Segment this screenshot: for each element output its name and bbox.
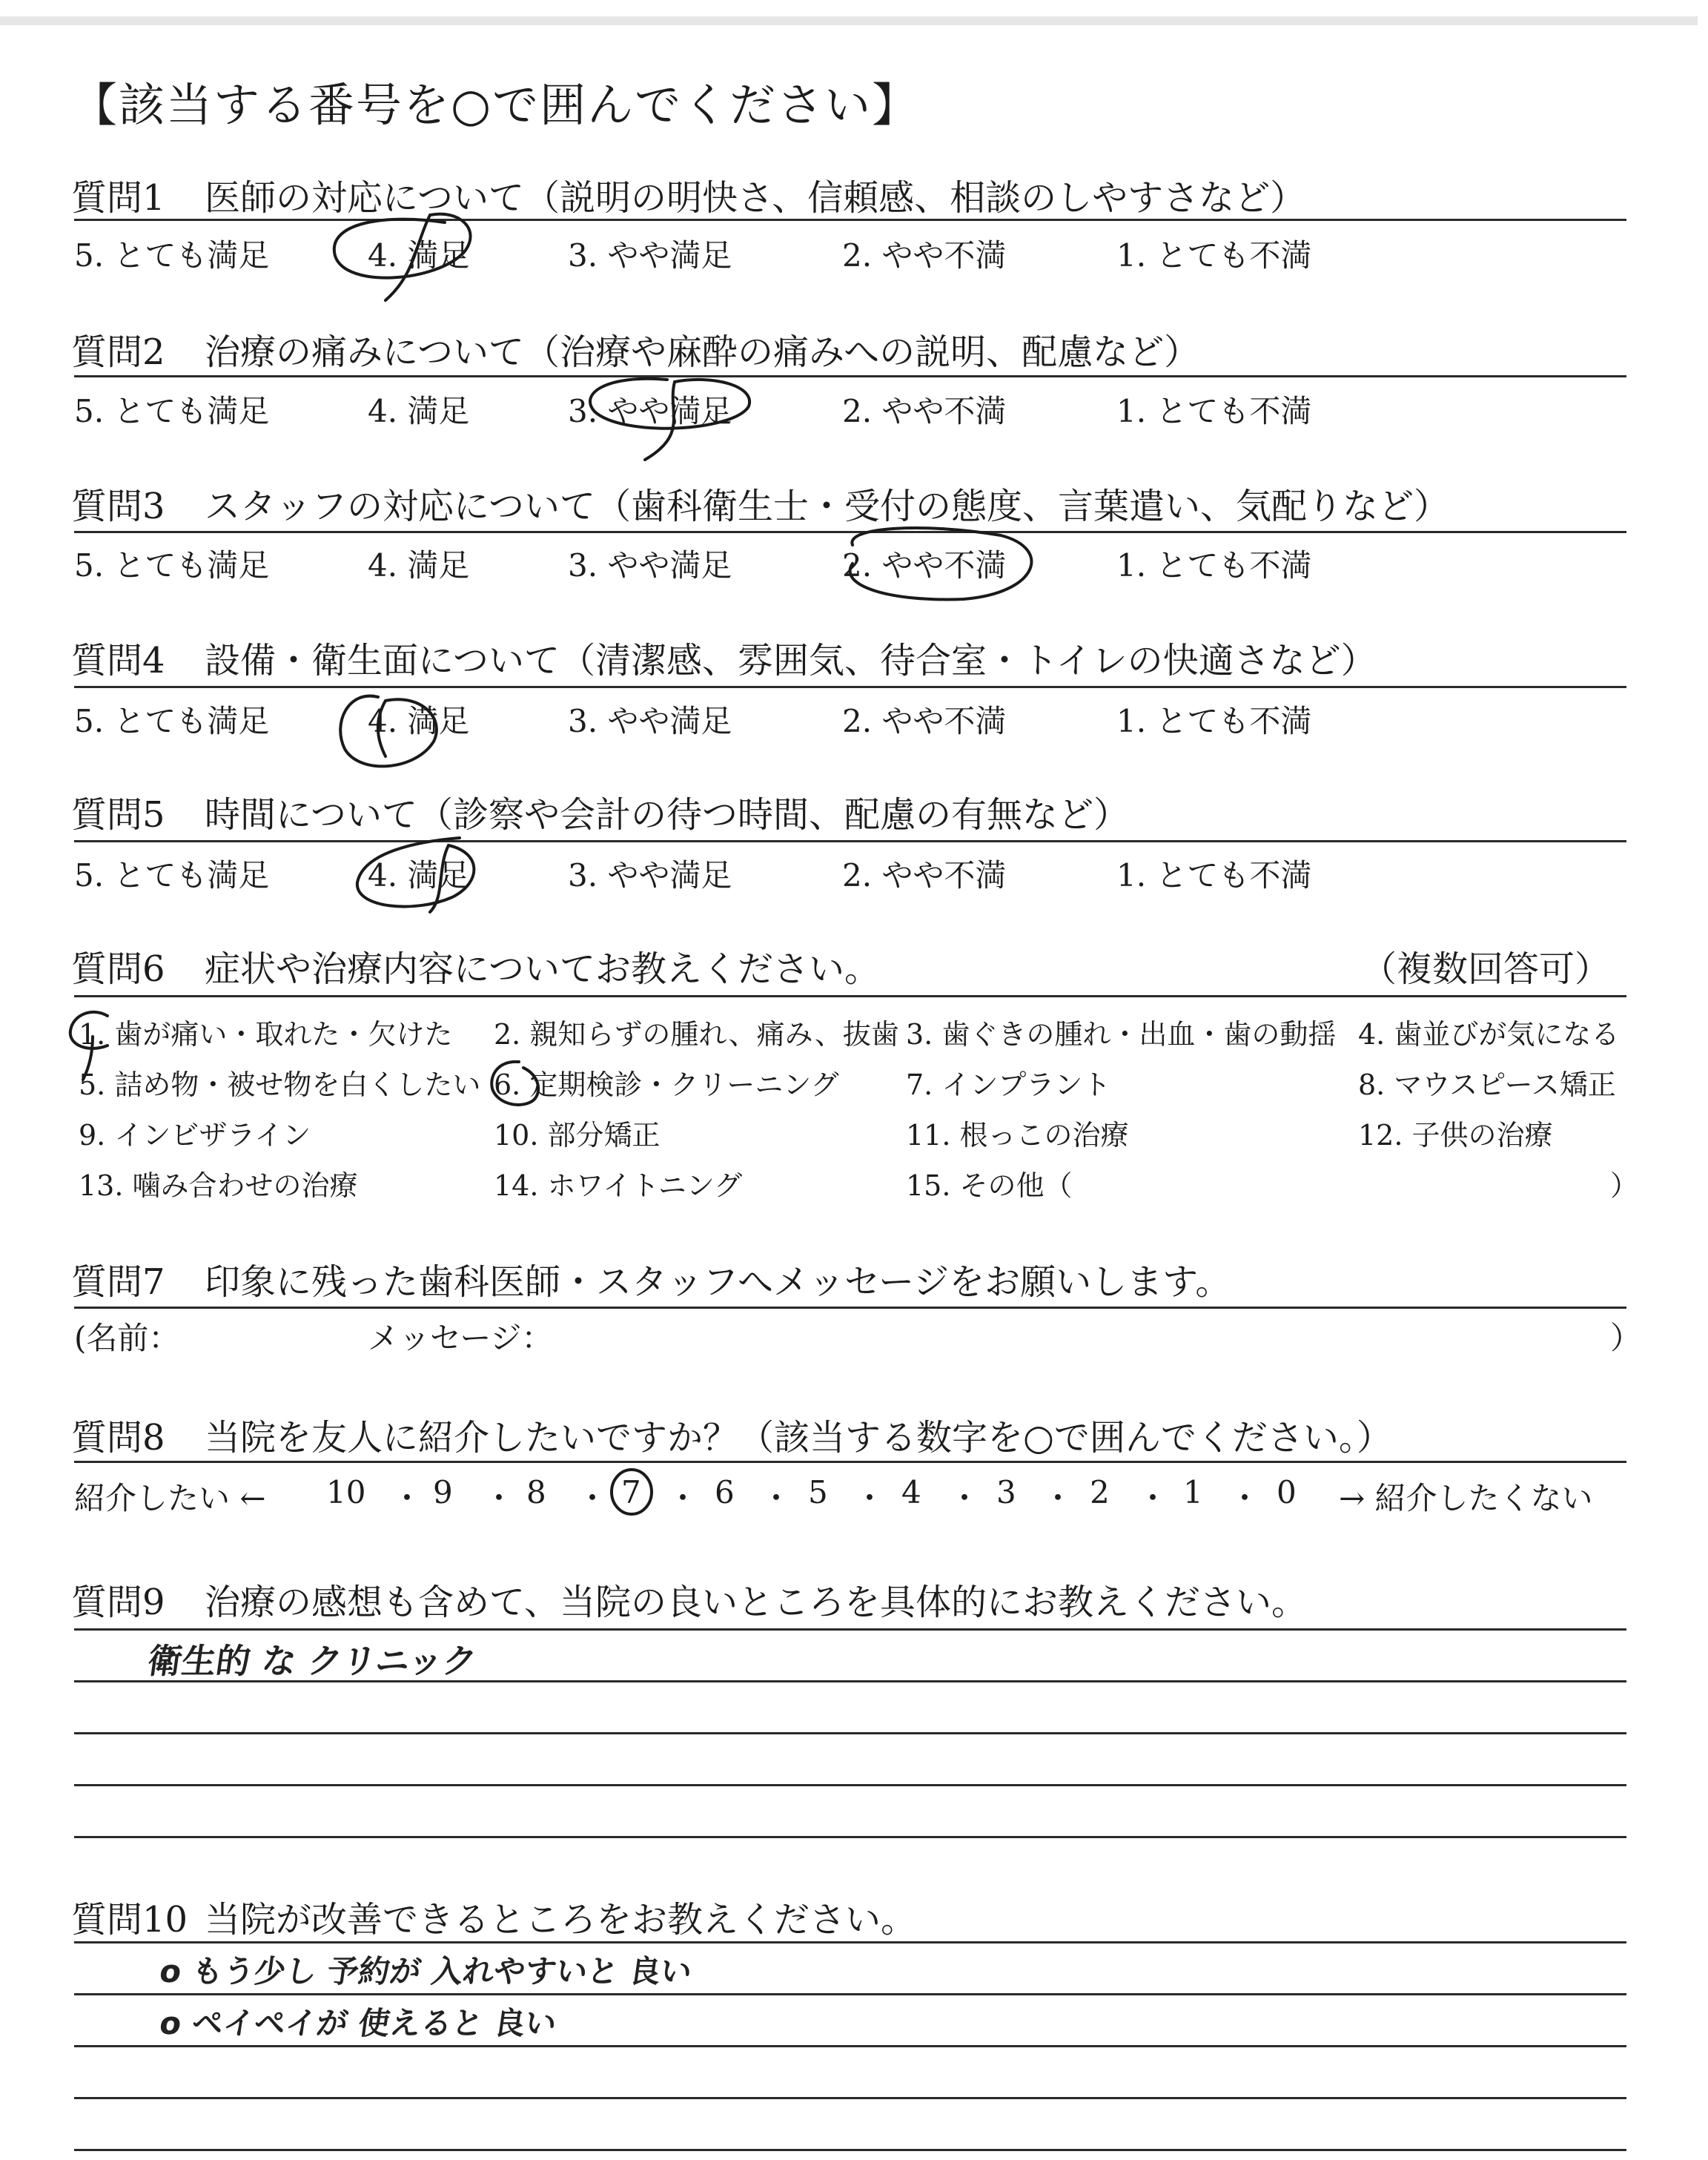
q8-value-8[interactable]: 8 — [526, 1474, 546, 1510]
question-6-heading — [71, 940, 880, 991]
q5-option-3[interactable]: 3. やや満足 — [568, 857, 732, 894]
q8-sep-3: ・ — [577, 1480, 609, 1516]
q8-sep-9: ・ — [1137, 1480, 1169, 1516]
q8-scale — [74, 1474, 1626, 1519]
q3-option-3[interactable]: 3. やや満足 — [568, 547, 732, 584]
question-4-rule — [74, 686, 1626, 688]
q7-name-label: (名前： — [74, 1320, 180, 1356]
q8-value-7[interactable]: 7 — [621, 1474, 641, 1510]
q6-options-row-1 — [74, 1011, 1626, 1056]
question-9-text: 治療の感想も含めて、当院の良いところを具体的にお教えください。 — [205, 1582, 1308, 1623]
q8-left-label: 紹介したい ← — [74, 1480, 266, 1516]
q8-sep-1: ・ — [391, 1480, 423, 1516]
question-4-text: 設備・衛生面について（清潔感、雰囲気、待合室・トイレの快適さなど） — [205, 640, 1377, 681]
q6-option-8[interactable]: 8. マウスピース矯正 — [1358, 1069, 1616, 1101]
q8-value-1[interactable]: 1 — [1183, 1474, 1203, 1510]
q6-option-15[interactable]: 15. その他（ — [906, 1169, 1073, 1202]
q10-line-2 — [74, 1993, 1626, 1995]
question-7-text: 印象に残った歯科医師・スタッフへメッセージをお願いします。 — [205, 1261, 1231, 1303]
q3-option-2[interactable]: 2. やや不満 — [842, 547, 1007, 584]
question-1-number: 質問1 — [71, 177, 165, 219]
q7-fields — [74, 1314, 1642, 1358]
question-7-number: 質問7 — [71, 1261, 165, 1303]
question-2-number: 質問2 — [71, 331, 165, 373]
q1-option-2[interactable]: 2. やや不満 — [842, 237, 1007, 274]
q6-option-11[interactable]: 11. 根っこの治療 — [906, 1119, 1129, 1152]
question-4-options — [74, 697, 1626, 742]
scan-top-edge — [0, 16, 1698, 25]
question-3-text: スタッフの対応について（歯科衛生士・受付の態度、言葉遣い、気配りなど） — [205, 486, 1450, 527]
question-10-text: 当院が改善できるところをお教えください。 — [205, 1899, 917, 1941]
q8-sep-10: ・ — [1229, 1480, 1261, 1516]
q4-option-2[interactable]: 2. やや不満 — [842, 703, 1007, 739]
q9-line-3 — [74, 1732, 1626, 1734]
question-2-rule — [74, 375, 1626, 377]
question-10-heading — [71, 1891, 916, 1942]
question-9-heading — [71, 1573, 1307, 1625]
question-4-number: 質問4 — [71, 640, 165, 681]
question-5-options — [74, 851, 1626, 896]
q2-option-5[interactable]: 5. とても満足 — [74, 393, 270, 429]
q10-handwritten-answer-1: o もう少し 予約が 入れやすいと 良い — [157, 1953, 695, 1989]
q2-option-1[interactable]: 1. とても不満 — [1116, 393, 1312, 429]
q9-handwritten-answer: 衛生的 な クリニック — [145, 1641, 480, 1681]
question-1-text: 医師の対応について（説明の明快さ、信頼感、相談のしやすさなど） — [205, 177, 1306, 219]
q6-option-3[interactable]: 3. 歯ぐきの腫れ・出血・歯の動揺 — [906, 1018, 1337, 1051]
q8-sep-2: ・ — [483, 1480, 515, 1516]
q2-option-3[interactable]: 3. やや満足 — [568, 393, 732, 429]
q4-option-5[interactable]: 5. とても満足 — [74, 703, 270, 739]
q10-line-3 — [74, 2045, 1626, 2047]
q8-sep-7: ・ — [949, 1480, 981, 1516]
q6-options-row-4 — [74, 1163, 1639, 1207]
q6-option-10[interactable]: 10. 部分矯正 — [494, 1119, 661, 1152]
q6-option-14[interactable]: 14. ホワイトニング — [494, 1169, 743, 1202]
question-5-number: 質問5 — [71, 794, 165, 836]
q3-option-5[interactable]: 5. とても満足 — [74, 547, 270, 584]
q7-message-label: メッセージ： — [368, 1320, 553, 1356]
q5-option-2[interactable]: 2. やや不満 — [842, 857, 1007, 894]
question-3-options — [74, 541, 1626, 586]
question-2-heading — [71, 323, 1199, 374]
q6-option-9[interactable]: 9. インビザライン — [79, 1119, 311, 1152]
q2-option-2[interactable]: 2. やや不満 — [842, 393, 1007, 429]
q7-close-paren: ） — [1610, 1320, 1642, 1356]
question-2-text: 治療の痛みについて（治療や麻酔の痛みへの説明、配慮など） — [205, 331, 1200, 373]
q3-option-4[interactable]: 4. 満足 — [368, 547, 470, 584]
question-6-text: 症状や治療内容についてお教えください。 — [205, 948, 881, 990]
q6-option-12[interactable]: 12. 子供の治療 — [1358, 1119, 1553, 1152]
q8-right-label: → 紹介したくない — [1339, 1480, 1593, 1516]
q10-line-4 — [74, 2097, 1626, 2099]
question-4-heading — [71, 632, 1377, 683]
question-3-heading — [71, 478, 1449, 529]
q2-option-4[interactable]: 4. 満足 — [368, 393, 470, 429]
q5-option-4[interactable]: 4. 満足 — [368, 857, 470, 894]
q6-option-7[interactable]: 7. インプラント — [906, 1069, 1111, 1101]
q8-value-3[interactable]: 3 — [996, 1474, 1016, 1510]
q6-option-6[interactable]: 6. 定期検診・クリーニング — [494, 1069, 839, 1101]
q6-option-4[interactable]: 4. 歯並びが気になる — [1358, 1018, 1620, 1051]
question-7-rule — [74, 1307, 1626, 1309]
q8-value-10[interactable]: 10 — [326, 1474, 366, 1510]
question-5-heading — [71, 786, 1129, 837]
q10-handwritten-answer-2: o ペイペイが 使えると 良い — [157, 2005, 559, 2041]
question-6-rule — [74, 995, 1626, 997]
q5-option-5[interactable]: 5. とても満足 — [74, 857, 270, 894]
q8-sep-8: ・ — [1042, 1480, 1074, 1516]
q6-option-2[interactable]: 2. 親知らずの腫れ、痛み、抜歯 — [494, 1018, 899, 1051]
question-8-heading — [71, 1409, 1392, 1460]
q10-line-1 — [74, 1941, 1626, 1943]
q6-options-row-2 — [74, 1062, 1626, 1106]
form-title: 【該当する番号を○で囲んでください】 — [71, 78, 920, 132]
question-1-options — [74, 231, 1626, 276]
q1-option-1[interactable]: 1. とても不満 — [1116, 237, 1312, 274]
question-1-rule — [74, 219, 1626, 221]
question-2-options — [74, 387, 1626, 432]
q8-value-6[interactable]: 6 — [715, 1474, 735, 1510]
q3-option-1[interactable]: 1. とても不満 — [1116, 547, 1312, 584]
question-8-number: 質問8 — [71, 1417, 165, 1459]
q6-options-row-3 — [74, 1112, 1626, 1157]
q9-line-5 — [74, 1836, 1626, 1838]
q4-option-3[interactable]: 3. やや満足 — [568, 703, 732, 739]
q6-option-5[interactable]: 5. 詰め物・被せ物を白くしたい — [79, 1069, 481, 1101]
q8-value-5[interactable]: 5 — [808, 1474, 828, 1510]
question-6-number: 質問6 — [71, 948, 165, 990]
q8-value-0[interactable]: 0 — [1277, 1474, 1297, 1510]
q6-option-13[interactable]: 13. 噛み合わせの治療 — [79, 1169, 358, 1202]
question-8-text: 当院を友人に紹介したいですか？（該当する数字を○で囲んでください。） — [205, 1417, 1392, 1459]
question-8-rule — [74, 1461, 1626, 1463]
q8-sep-6: ・ — [854, 1480, 886, 1516]
q8-value-4[interactable]: 4 — [901, 1474, 921, 1510]
q8-value-2[interactable]: 2 — [1090, 1474, 1110, 1510]
q9-line-1 — [74, 1628, 1626, 1631]
question-7-heading — [71, 1253, 1231, 1304]
question-5-text: 時間について（診察や会計の待つ時間、配慮の有無など） — [205, 794, 1130, 836]
q1-option-3[interactable]: 3. やや満足 — [568, 237, 732, 274]
q9-line-4 — [74, 1784, 1626, 1786]
q4-option-4[interactable]: 4. 満足 — [368, 703, 470, 739]
q4-option-1[interactable]: 1. とても不満 — [1116, 703, 1312, 739]
q8-value-9[interactable]: 9 — [433, 1474, 453, 1510]
question-6-note: （複数回答可） — [1361, 948, 1611, 990]
q1-option-4[interactable]: 4. 満足 — [368, 237, 470, 274]
q1-option-5[interactable]: 5. とても満足 — [74, 237, 270, 274]
question-3-number: 質問3 — [71, 486, 165, 527]
question-1-heading — [71, 169, 1305, 220]
question-9-number: 質問9 — [71, 1582, 165, 1623]
question-10-number: 質問10 — [71, 1899, 188, 1941]
question-5-rule — [74, 840, 1626, 842]
q10-line-5 — [74, 2149, 1626, 2151]
q8-sep-5: ・ — [761, 1480, 792, 1516]
q8-sep-4: ・ — [667, 1480, 699, 1516]
q6-option-1[interactable]: 1. 歯が痛い・取れた・欠けた — [79, 1018, 453, 1051]
q5-option-1[interactable]: 1. とても不満 — [1116, 857, 1312, 894]
question-3-rule — [74, 531, 1626, 533]
q6-other-close-paren: ） — [1610, 1169, 1639, 1202]
